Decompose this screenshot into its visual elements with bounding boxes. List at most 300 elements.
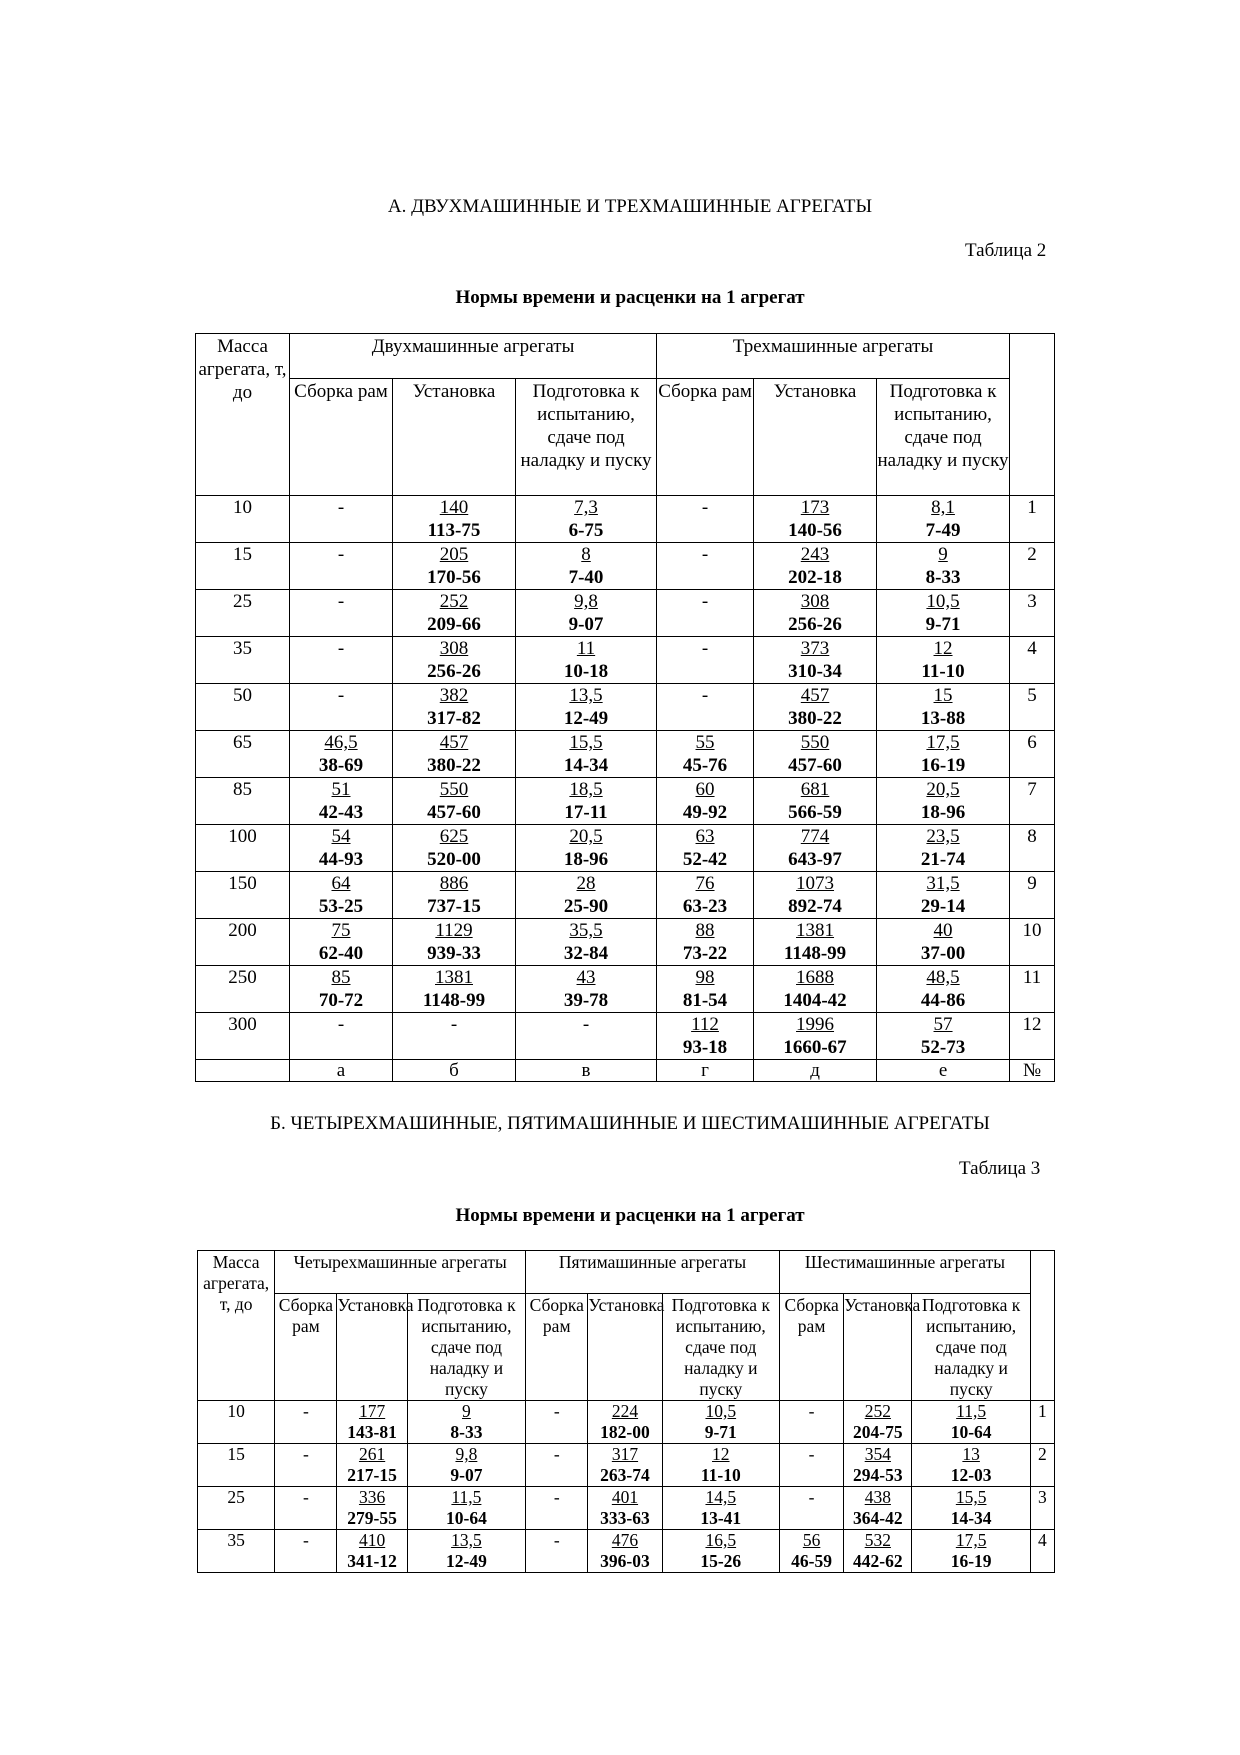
rate-value: 442-62 — [853, 1551, 903, 1571]
value-cell — [588, 1444, 662, 1487]
rate-value: 10-64 — [950, 1422, 992, 1442]
value-cell — [844, 1487, 912, 1530]
rate-value: 17-11 — [564, 802, 608, 823]
rate-value: 44-86 — [920, 990, 966, 1011]
norm-time-value: 16,5 — [705, 1530, 737, 1550]
header-group-five-machine: Пятимашинные агрегаты — [526, 1251, 780, 1294]
norm-time-value: 532 — [864, 1530, 891, 1550]
empty-mark: - — [808, 1487, 815, 1507]
mass-cell: 25 — [198, 1487, 275, 1530]
norm-time-value: 23,5 — [926, 826, 960, 847]
table-row — [196, 966, 1055, 1013]
section-a-title: А. ДВУХМАШИННЫЕ И ТРЕХМАШИННЫЕ АГРЕГАТЫ — [387, 196, 873, 217]
value-cell — [877, 919, 1010, 966]
rate-value: 7-49 — [925, 520, 961, 541]
value-cell — [657, 496, 754, 543]
rate-value: 45-76 — [682, 755, 728, 776]
value-cell — [290, 919, 393, 966]
norm-time-value: 410 — [358, 1530, 386, 1550]
rate-value: 25-90 — [563, 896, 609, 917]
norm-time-value: 57 — [933, 1014, 953, 1035]
value-cell — [912, 1487, 1030, 1530]
value-cell — [516, 731, 657, 778]
empty-mark: - — [337, 497, 345, 518]
norm-time-value: 12 — [933, 638, 953, 659]
value-cell — [877, 543, 1010, 590]
value-cell — [526, 1401, 588, 1444]
rate-value: 380-22 — [427, 755, 481, 776]
norm-time-value: 382 — [439, 685, 469, 706]
norm-time-value: 88 — [695, 920, 715, 941]
header-num-empty — [1030, 1251, 1054, 1401]
empty-mark: - — [337, 544, 345, 565]
rate-value: 294-53 — [853, 1465, 903, 1485]
value-cell — [877, 1013, 1010, 1060]
value-cell — [754, 919, 877, 966]
rate-value: 520-00 — [427, 849, 481, 870]
norm-time-value: 17,5 — [926, 732, 960, 753]
row-number: 3 — [1010, 590, 1055, 637]
value-cell — [912, 1530, 1030, 1573]
footer-cell: д — [754, 1060, 877, 1082]
value-cell — [337, 1530, 407, 1573]
norm-time-value: 13 — [962, 1444, 980, 1464]
norm-time-value: 56 — [802, 1530, 821, 1550]
table-row — [198, 1444, 1055, 1487]
norm-time-value: 54 — [331, 826, 351, 847]
rate-value: 1404-42 — [783, 990, 847, 1011]
subheader-cell: Подготовка к испытанию, сдаче под наладку и пуску — [516, 379, 657, 496]
rate-value: 263-74 — [600, 1465, 650, 1485]
rate-value: 140-56 — [788, 520, 842, 541]
empty-mark: - — [302, 1444, 309, 1464]
subheader-cell: Подготовка к испытанию, сдаче под наладку и пуску — [662, 1294, 779, 1401]
value-cell — [877, 825, 1010, 872]
value-cell — [877, 637, 1010, 684]
subheader-cell: Подготовка к испытанию, сдаче под наладку и пуску — [407, 1294, 525, 1401]
norm-time-value: 13,5 — [451, 1530, 482, 1550]
value-cell — [754, 778, 877, 825]
rate-value: 1148-99 — [422, 990, 486, 1011]
value-cell — [393, 496, 516, 543]
norm-time-value: 1129 — [435, 920, 473, 941]
rate-value: 170-56 — [427, 567, 481, 588]
rate-value: 16-19 — [920, 755, 966, 776]
value-cell — [516, 966, 657, 1013]
rate-value: 63-23 — [682, 896, 728, 917]
rate-value: 113-75 — [427, 520, 481, 541]
norm-time-value: 35,5 — [569, 920, 603, 941]
rate-value: 317-82 — [427, 708, 481, 729]
table-row — [196, 496, 1055, 543]
rate-value: 13-88 — [920, 708, 966, 729]
subheader-cell: Подготовка к испытанию, сдаче под наладку и пуску — [912, 1294, 1030, 1401]
mass-cell: 200 — [196, 919, 290, 966]
norm-time-value: 261 — [358, 1444, 386, 1464]
value-cell — [393, 872, 516, 919]
value-cell — [393, 731, 516, 778]
table-2 — [195, 333, 1055, 1082]
table-row — [196, 543, 1055, 590]
row-number: 11 — [1010, 966, 1055, 1013]
rate-value: 7-40 — [568, 567, 604, 588]
mass-cell: 300 — [196, 1013, 290, 1060]
rate-value: 81-54 — [682, 990, 728, 1011]
norm-time-value: 476 — [611, 1530, 639, 1550]
value-cell — [657, 731, 754, 778]
rate-value: 182-00 — [600, 1422, 650, 1442]
value-cell — [779, 1444, 843, 1487]
mass-cell: 100 — [196, 825, 290, 872]
norm-time-value: 252 — [864, 1401, 891, 1421]
rate-value: 13-41 — [700, 1508, 742, 1528]
footer-cell: а — [290, 1060, 393, 1082]
value-cell — [844, 1530, 912, 1573]
rate-value: 310-34 — [788, 661, 842, 682]
norm-time-value: 9,8 — [455, 1444, 478, 1464]
subheader-cell: Сборка рам — [657, 379, 754, 496]
empty-mark: - — [701, 497, 709, 518]
value-cell — [393, 637, 516, 684]
row-number: 12 — [1010, 1013, 1055, 1060]
value-cell — [877, 966, 1010, 1013]
empty-mark: - — [808, 1444, 815, 1464]
value-cell — [516, 684, 657, 731]
value-cell — [337, 1444, 407, 1487]
value-cell — [754, 637, 877, 684]
value-cell — [290, 825, 393, 872]
norm-time-value: 60 — [695, 779, 715, 800]
value-cell — [290, 637, 393, 684]
rate-value: 364-42 — [853, 1508, 903, 1528]
value-cell — [526, 1487, 588, 1530]
norm-time-value: 10,5 — [926, 591, 960, 612]
row-number: 10 — [1010, 919, 1055, 966]
value-cell — [657, 590, 754, 637]
table-row — [196, 590, 1055, 637]
mass-cell: 65 — [196, 731, 290, 778]
norm-time-value: 354 — [864, 1444, 891, 1464]
norm-time-value: 373 — [800, 638, 830, 659]
norm-time-value: 457 — [439, 732, 469, 753]
norm-time-value: 243 — [800, 544, 830, 565]
value-cell — [290, 966, 393, 1013]
rate-value: 11-10 — [921, 661, 965, 682]
norm-time-value: 10,5 — [705, 1401, 737, 1421]
norm-time-value: 457 — [800, 685, 830, 706]
rate-value: 737-15 — [427, 896, 481, 917]
norm-time-value: 438 — [864, 1487, 891, 1507]
row-number: 5 — [1010, 684, 1055, 731]
value-cell — [662, 1487, 779, 1530]
row-number: 2 — [1030, 1444, 1054, 1487]
value-cell — [290, 590, 393, 637]
value-cell — [877, 496, 1010, 543]
rate-value: 566-59 — [788, 802, 842, 823]
empty-mark: - — [337, 1014, 345, 1035]
value-cell — [754, 872, 877, 919]
norm-time-value: 63 — [695, 826, 715, 847]
table-row — [196, 637, 1055, 684]
value-cell — [912, 1401, 1030, 1444]
value-cell — [407, 1530, 525, 1573]
empty-mark: - — [701, 544, 709, 565]
value-cell — [407, 1487, 525, 1530]
rate-value: 380-22 — [788, 708, 842, 729]
value-cell — [754, 966, 877, 1013]
rate-value: 333-63 — [600, 1508, 650, 1528]
rate-value: 9-07 — [568, 614, 604, 635]
empty-mark: - — [450, 1014, 458, 1035]
rate-value: 21-74 — [920, 849, 966, 870]
value-cell — [779, 1401, 843, 1444]
value-cell — [275, 1487, 337, 1530]
norm-time-value: 9,8 — [574, 591, 598, 612]
value-cell — [754, 1013, 877, 1060]
value-cell — [275, 1530, 337, 1573]
value-cell — [516, 919, 657, 966]
norm-time-value: 401 — [611, 1487, 639, 1507]
table-row — [196, 1013, 1055, 1060]
table-row — [198, 1487, 1055, 1530]
value-cell — [779, 1530, 843, 1573]
norm-time-value: 14,5 — [705, 1487, 737, 1507]
mass-cell: 10 — [198, 1401, 275, 1444]
rate-value: 143-81 — [347, 1422, 397, 1442]
subheader-cell: Сборка рам — [526, 1294, 588, 1401]
footer-cell: г — [657, 1060, 754, 1082]
rate-value: 256-26 — [788, 614, 842, 635]
empty-mark: - — [553, 1530, 560, 1550]
value-cell — [337, 1401, 407, 1444]
table-2-label: Таблица 2 — [965, 240, 1047, 261]
norm-time-value: 7,3 — [574, 497, 598, 518]
norm-time-value: 140 — [439, 497, 469, 518]
empty-mark: - — [302, 1530, 309, 1550]
row-number: 1 — [1030, 1401, 1054, 1444]
norm-time-value: 336 — [358, 1487, 386, 1507]
rate-value: 457-60 — [788, 755, 842, 776]
empty-mark: - — [808, 1401, 815, 1421]
value-cell — [290, 543, 393, 590]
value-cell — [662, 1530, 779, 1573]
row-number: 8 — [1010, 825, 1055, 872]
rate-value: 32-84 — [563, 943, 609, 964]
value-cell — [337, 1487, 407, 1530]
norm-time-value: 15,5 — [569, 732, 603, 753]
rate-value: 279-55 — [347, 1508, 397, 1528]
empty-mark: - — [701, 638, 709, 659]
value-cell — [877, 590, 1010, 637]
header-group-three-machine: Трехмашинные агрегаты — [657, 334, 1010, 379]
subheader-cell: Сборка рам — [779, 1294, 843, 1401]
rate-value: 202-18 — [788, 567, 842, 588]
mass-cell: 85 — [196, 778, 290, 825]
mass-cell: 50 — [196, 684, 290, 731]
rate-value: 12-49 — [446, 1551, 487, 1571]
subheader-cell: Установка — [337, 1294, 407, 1401]
rate-value: 37-00 — [920, 943, 966, 964]
mass-cell: 35 — [196, 637, 290, 684]
value-cell — [516, 590, 657, 637]
norm-time-value: 76 — [695, 873, 715, 894]
table-row — [196, 778, 1055, 825]
mass-cell: 15 — [196, 543, 290, 590]
value-cell — [290, 496, 393, 543]
mass-cell: 10 — [196, 496, 290, 543]
value-cell — [393, 1013, 516, 1060]
table-3-label: Таблица 3 — [959, 1158, 1041, 1179]
row-number: 2 — [1010, 543, 1055, 590]
value-cell — [662, 1401, 779, 1444]
footer-cell: б — [393, 1060, 516, 1082]
norm-time-value: 550 — [439, 779, 469, 800]
subheader-cell: Сборка рам — [275, 1294, 337, 1401]
norm-time-value: 205 — [439, 544, 469, 565]
value-cell — [393, 543, 516, 590]
row-number: 7 — [1010, 778, 1055, 825]
rate-value: 1660-67 — [783, 1037, 847, 1058]
footer-row — [196, 1060, 1055, 1082]
rate-value: 18-96 — [920, 802, 966, 823]
rate-value: 9-71 — [925, 614, 961, 635]
value-cell — [844, 1444, 912, 1487]
value-cell — [657, 684, 754, 731]
value-cell — [516, 825, 657, 872]
table-3-caption: Нормы времени и расценки на 1 агрегат — [455, 1205, 805, 1226]
value-cell — [516, 543, 657, 590]
norm-time-value: 1381 — [435, 967, 473, 988]
norm-time-value: 12 — [712, 1444, 730, 1464]
row-number: 1 — [1010, 496, 1055, 543]
table-row — [198, 1530, 1055, 1573]
norm-time-value: 1073 — [796, 873, 835, 894]
norm-time-value: 15,5 — [955, 1487, 987, 1507]
norm-time-value: 112 — [691, 1014, 719, 1035]
norm-time-value: 20,5 — [569, 826, 603, 847]
norm-time-value: 11,5 — [451, 1487, 482, 1507]
norm-time-value: 8,1 — [931, 497, 955, 518]
value-cell — [393, 919, 516, 966]
norm-time-value: 18,5 — [569, 779, 603, 800]
norm-time-value: 28 — [576, 873, 596, 894]
value-cell — [290, 872, 393, 919]
norm-time-value: 98 — [695, 967, 715, 988]
rate-value: 16-19 — [950, 1551, 992, 1571]
rate-value: 52-73 — [920, 1037, 966, 1058]
norm-time-value: 317 — [611, 1444, 639, 1464]
norm-time-value: 550 — [800, 732, 830, 753]
footer-cell — [196, 1060, 290, 1082]
value-cell — [657, 543, 754, 590]
value-cell — [657, 872, 754, 919]
norm-time-value: 64 — [331, 873, 351, 894]
rate-value: 39-78 — [563, 990, 609, 1011]
norm-time-value: 55 — [695, 732, 715, 753]
empty-mark: - — [337, 638, 345, 659]
empty-mark: - — [553, 1401, 560, 1421]
value-cell — [877, 684, 1010, 731]
row-number: 4 — [1030, 1530, 1054, 1573]
value-cell — [754, 825, 877, 872]
norm-time-value: 17,5 — [955, 1530, 987, 1550]
header-mass: Масса агрегата, т, до — [196, 334, 290, 496]
norm-time-value: 9 — [462, 1401, 471, 1421]
rate-value: 256-26 — [427, 661, 481, 682]
table-3 — [197, 1250, 1055, 1573]
subheader-cell: Установка — [844, 1294, 912, 1401]
value-cell — [657, 825, 754, 872]
value-cell — [275, 1444, 337, 1487]
footer-cell: № — [1010, 1060, 1055, 1082]
empty-mark: - — [553, 1444, 560, 1464]
rate-value: 49-92 — [682, 802, 728, 823]
norm-time-value: 173 — [800, 497, 830, 518]
rate-value: 18-96 — [563, 849, 609, 870]
rate-value: 204-75 — [853, 1422, 903, 1442]
value-cell — [516, 872, 657, 919]
rate-value: 396-03 — [600, 1551, 650, 1571]
rate-value: 457-60 — [427, 802, 481, 823]
table-2-caption: Нормы времени и расценки на 1 агрегат — [455, 287, 805, 308]
value-cell — [657, 637, 754, 684]
rate-value: 10-64 — [446, 1508, 487, 1528]
norm-time-value: 51 — [331, 779, 351, 800]
rate-value: 1148-99 — [783, 943, 847, 964]
norm-time-value: 681 — [800, 779, 830, 800]
header-num-empty — [1010, 334, 1055, 496]
rate-value: 15-26 — [700, 1551, 742, 1571]
empty-mark: - — [302, 1401, 309, 1421]
norm-time-value: 46,5 — [324, 732, 358, 753]
header-group-six-machine: Шестимашинные агрегаты — [779, 1251, 1030, 1294]
rate-value: 29-14 — [920, 896, 966, 917]
mass-cell: 250 — [196, 966, 290, 1013]
rate-value: 38-69 — [318, 755, 364, 776]
norm-time-value: 177 — [358, 1401, 386, 1421]
empty-mark: - — [337, 685, 345, 706]
value-cell — [526, 1444, 588, 1487]
value-cell — [516, 778, 657, 825]
rate-value: 14-34 — [950, 1508, 992, 1528]
norm-time-value: 31,5 — [926, 873, 960, 894]
value-cell — [657, 919, 754, 966]
rate-value: 11-10 — [700, 1465, 741, 1485]
rate-value: 9-71 — [704, 1422, 737, 1442]
value-cell — [516, 496, 657, 543]
value-cell — [393, 825, 516, 872]
value-cell — [290, 731, 393, 778]
subheader-cell: Сборка рам — [290, 379, 393, 496]
table-row — [196, 731, 1055, 778]
value-cell — [290, 684, 393, 731]
value-cell — [877, 778, 1010, 825]
norm-time-value: 11,5 — [956, 1401, 987, 1421]
rate-value: 14-34 — [563, 755, 609, 776]
rate-value: 643-97 — [788, 849, 842, 870]
value-cell — [657, 1013, 754, 1060]
norm-time-value: 774 — [800, 826, 830, 847]
norm-time-value: 43 — [576, 967, 596, 988]
rate-value: 53-25 — [318, 896, 364, 917]
norm-time-value: 252 — [439, 591, 469, 612]
value-cell — [657, 778, 754, 825]
row-number: 3 — [1030, 1487, 1054, 1530]
norm-time-value: 1381 — [796, 920, 835, 941]
rate-value: 341-12 — [347, 1551, 397, 1571]
footer-cell: е — [877, 1060, 1010, 1082]
value-cell — [407, 1444, 525, 1487]
